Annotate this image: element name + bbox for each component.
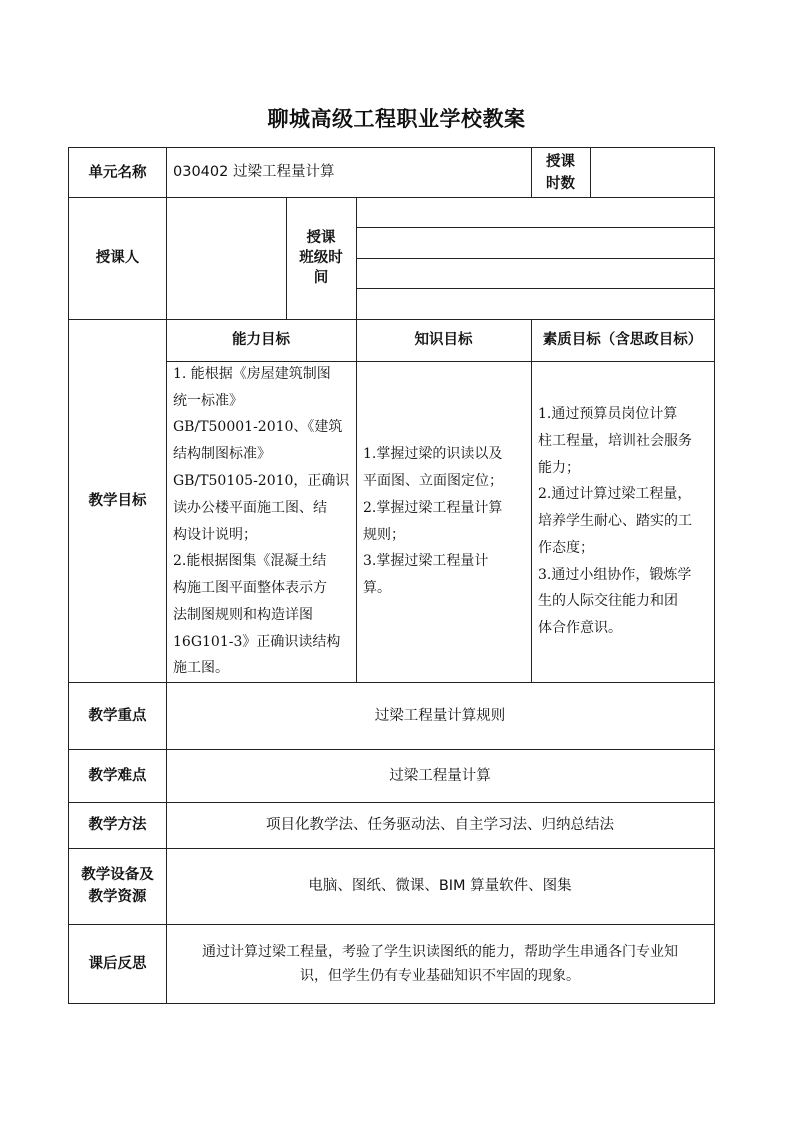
ability-objectives: 1. 能根据《房屋建筑制图 统一标准》 GB/T50001-2010、《建筑 结构制图标准》 GB/T50105-2010，正确识 读办公楼平面施工图、结 构设计说明； 2.能根据图集《混凝土结 构施工图平面整体表示方 法制图规则和构造详图 16G101-3》正确识读结构 施工图。 [173, 365, 350, 677]
reflection-value: 通过计算过梁工程量，考验了学生识读图纸的能力，帮助学生串通各门专业知 识，但学生仍有专业基础知识不牢固的现象。 [202, 943, 678, 984]
unit-name-label: 单元名称 [88, 164, 147, 181]
quality-header: 素质目标（含思政目标） [542, 332, 703, 348]
methods-value: 项目化教学法、任务驱动法、自主学习法、归纳总结法 [266, 817, 614, 833]
key-points-value: 过梁工程量计算规则 [374, 707, 506, 724]
class-time-row [356, 288, 714, 319]
difficulties-value: 过梁工程量计算 [389, 767, 491, 784]
class-time-row [356, 197, 714, 227]
methods-label: 教学方法 [88, 817, 147, 833]
knowledge-objectives: 1.掌握过梁的识读以及 平面图、立面图定位； 2.掌握过梁工程量计算 规则； 3.掌握过梁工程量计 算。 [363, 446, 503, 597]
difficulties-label: 教学难点 [88, 767, 147, 784]
teacher-value [166, 197, 286, 319]
resources-label: 教学设备及 教学资源 [81, 867, 154, 905]
resources-value: 电脑、图纸、微课、BIM 算量软件、图集 [308, 878, 572, 894]
hours-value [590, 148, 714, 197]
hours-label: 授课 时数 [546, 153, 575, 192]
knowledge-header: 知识目标 [414, 332, 473, 348]
class-time-row [356, 258, 714, 288]
lesson-plan-table [68, 147, 715, 1004]
objectives-label: 教学目标 [88, 492, 147, 509]
unit-name-value: 030402 过梁工程量计算 [173, 164, 335, 180]
class-time-row [356, 227, 714, 258]
teacher-label: 授课人 [95, 250, 140, 266]
ability-header: 能力目标 [232, 332, 290, 348]
reflection-label: 课后反思 [88, 955, 147, 972]
quality-objectives: 1.通过预算员岗位计算 柱工程量，培训社会服务 能力； 2.通过计算过梁工程量， 培养学生耐心、踏实的工 作态度； 3.通过小组协作，锻炼学 生的人际交往能力和团 体合作意识。 [538, 405, 692, 637]
key-points-label: 教学重点 [88, 707, 147, 724]
class-time-label: 授课 班级时 间 [299, 230, 343, 286]
page-title: 聊城高级工程职业学校教案 [267, 107, 526, 131]
